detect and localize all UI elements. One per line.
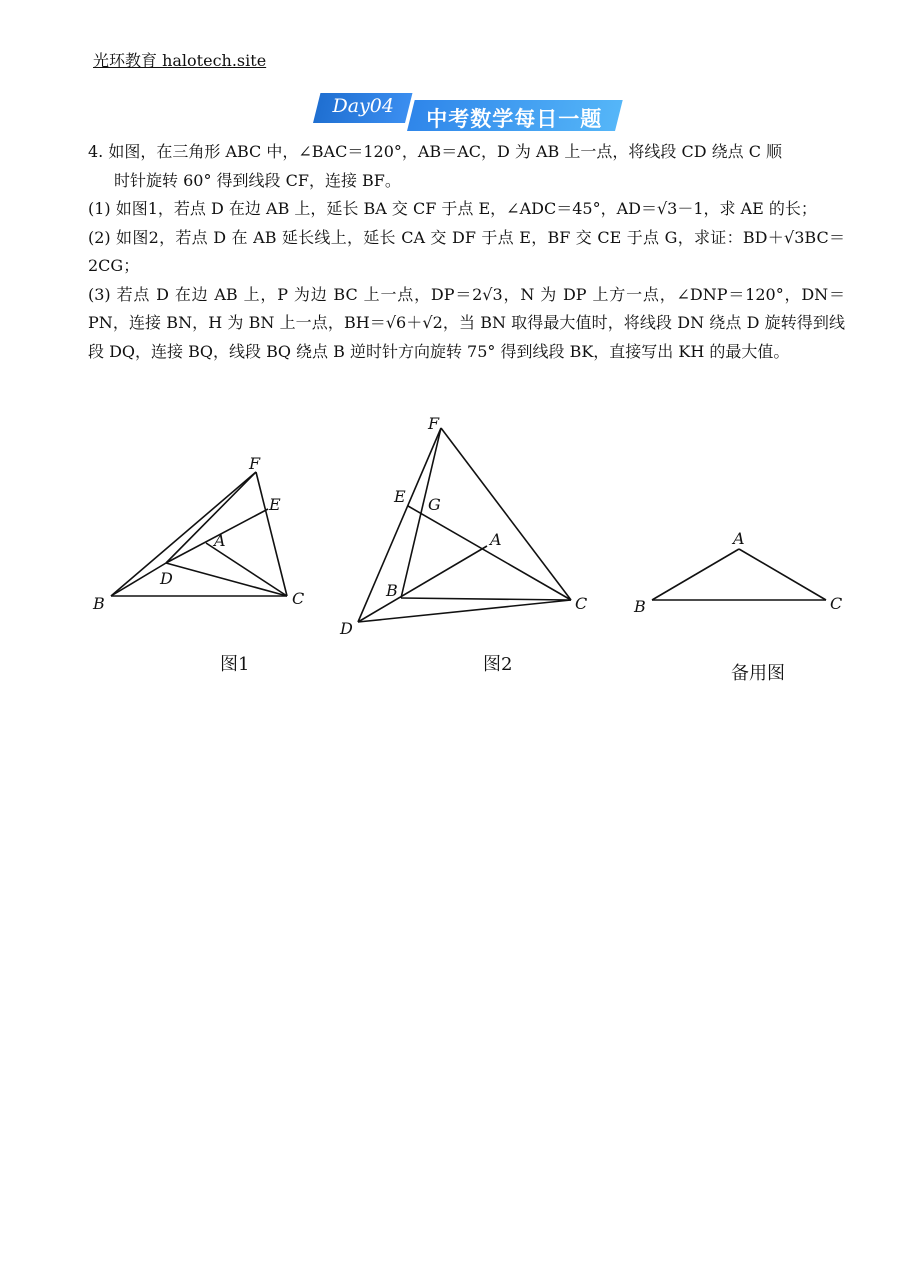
fig2-label-g: G (428, 495, 441, 514)
fig2-segment-bc (401, 598, 571, 600)
fig1-label-b: B (93, 594, 105, 613)
day-banner (313, 93, 618, 131)
problem-stem-2: 时针旋转 60° 得到线段 CF，连接 BF。 (114, 170, 401, 190)
fig1-segment-bd (111, 563, 166, 596)
fig2-segment-fd (358, 428, 441, 622)
figures-area (0, 400, 905, 700)
problem-text (88, 138, 845, 366)
problem-part-1: (1) 如图1，若点 D 在边 AB 上，延长 BA 交 CF 于点 E，∠ADC＝45°，AD＝√3－1，求 AE 的长； (88, 199, 817, 218)
fig2-segment-ec (408, 506, 571, 600)
fig3-label-a: A (733, 529, 745, 548)
site-header: 光环教育 halotech.site (93, 51, 267, 70)
banner-title-text: 中考数学每日一题 (426, 107, 603, 131)
figure-3-caption: 备用图 (731, 663, 785, 684)
figure-2-caption: 图2 (483, 654, 513, 675)
fig2-label-d: D (340, 619, 353, 638)
fig1-label-f: F (249, 454, 261, 473)
fig3-label-c: C (830, 594, 843, 613)
problem-part-2: (2) 如图2，若点 D 在 AB 延长线上，延长 CA 交 DF 于点 E，BF 交 CE 于点 G，求证：BD＋√3BC＝2CG； (88, 227, 845, 275)
day-tag (313, 93, 412, 123)
figure-3 (652, 549, 826, 600)
figure-2-labels (339, 414, 587, 638)
fig2-label-e: E (394, 487, 406, 506)
fig3-segment-ba (652, 549, 739, 600)
fig1-segment-ac (206, 543, 287, 596)
banner-title (407, 100, 623, 131)
fig1-label-e: E (269, 495, 281, 514)
fig3-segment-ac (739, 549, 826, 600)
fig2-segment-fc (441, 428, 571, 600)
problem-part-3: (3) 若点 D 在边 AB 上，P 为边 BC 上一点，DP＝2√3，N 为 DP 上方一点，∠DNP＝120°，DN＝PN，连接 BN，H 为 BN 上一点，BH＝√6＋√2，当 BN 取得最大值时，将线段 DN 绕点 D 旋转得到线段 DQ，连接 BQ，线段 BQ 绕点 B 逆时针方向旋转 75° 得到线段 BK，直接写出 KH 的最大值。 (88, 284, 845, 361)
figure-1-caption: 图1 (220, 654, 250, 675)
fig2-label-f: F (428, 414, 440, 433)
problem-stem-1: 4. 如图，在三角形 ABC 中，∠BAC＝120°，AB＝AC，D 为 AB 上一点，将线段 CD 绕点 C 顺 (88, 142, 783, 161)
fig1-label-a: A (214, 531, 226, 550)
fig2-label-a: A (490, 530, 502, 549)
fig1-segment-bf (111, 472, 256, 596)
figure-1 (111, 472, 287, 596)
fig2-label-b: B (386, 581, 398, 600)
fig1-label-c: C (292, 589, 305, 608)
fig1-segment-dc (166, 563, 287, 596)
figure-3-labels (633, 529, 842, 616)
fig1-segment-df (166, 472, 256, 563)
fig3-label-b: B (634, 597, 646, 616)
fig2-label-c: C (575, 594, 588, 613)
fig1-label-d: D (160, 569, 173, 588)
figures-svg (0, 400, 905, 700)
fig1-segment-fc (256, 472, 287, 596)
day-label: Day04 (332, 95, 394, 117)
